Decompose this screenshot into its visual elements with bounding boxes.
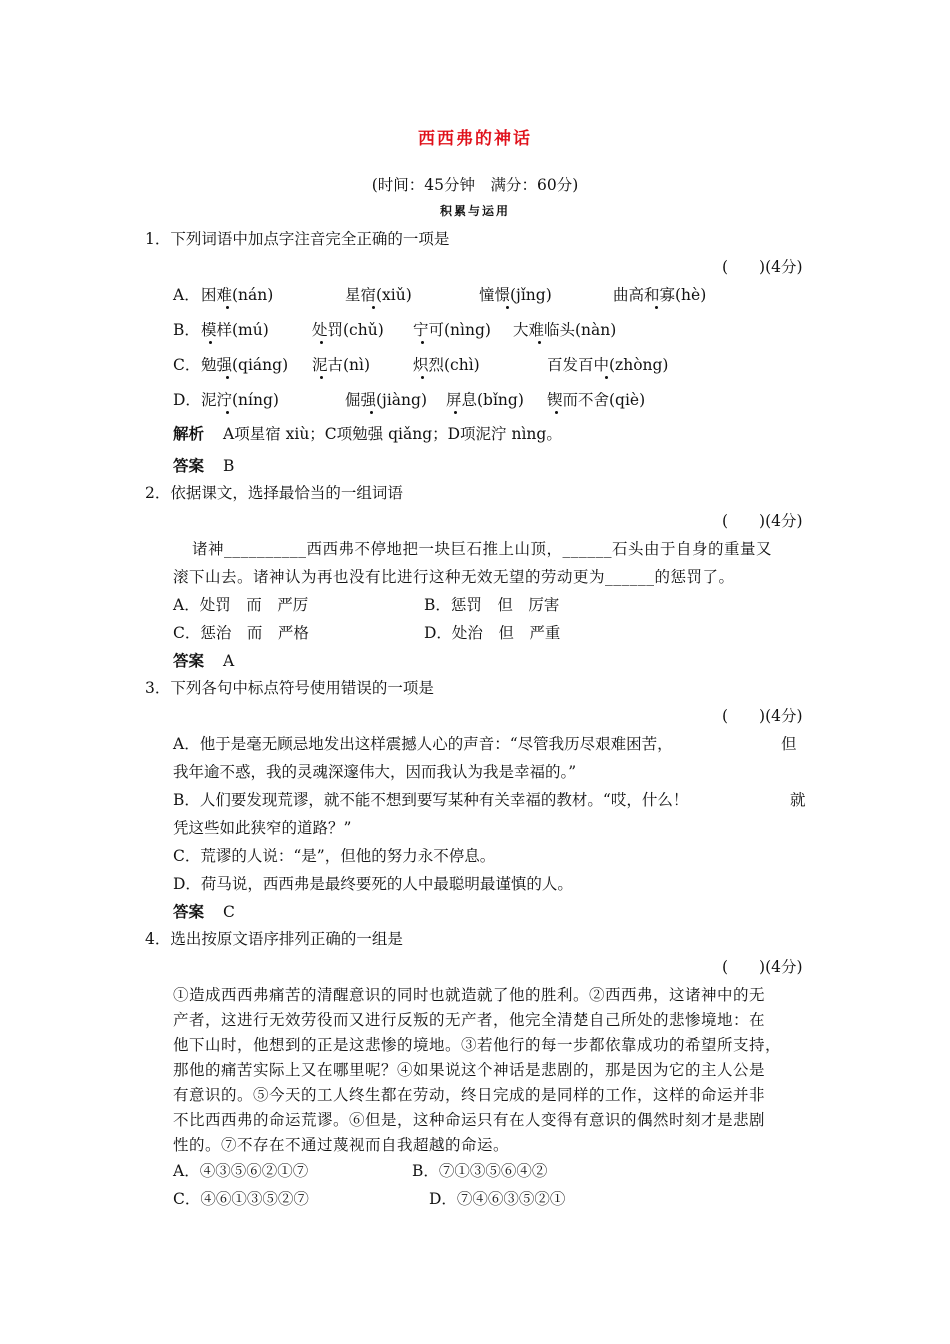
q3-option-b-line2: 凭这些如此狭窄的道路？” — [173, 819, 352, 837]
q1-option-a-label: A． — [173, 286, 200, 304]
q1-option-b-word3: 宁可(nìng) — [413, 321, 491, 339]
q3-option-c: C．荒谬的人说：“是”，但他的努力永不停息。 — [173, 847, 496, 865]
q1-option-b-word2: 处罚(chǔ) — [312, 321, 384, 339]
q4-passage-line: 性的。⑦不存在不通过蔑视而自我超越的命运。 — [173, 1136, 510, 1154]
q4-score: ( )(4分) — [722, 958, 803, 976]
q3-option-b-line1: B．人们要发现荒谬，就不能不想到要写某种有关幸福的教材。“哎，什么！ — [173, 791, 689, 809]
q1-option-c-label: C． — [173, 356, 201, 374]
q4-passage-line: 有意识的。⑤今天的工人终生都在劳动，终日完成的是同样的工作，这样的命运并非 — [173, 1086, 766, 1104]
q2-score: ( )(4分) — [722, 512, 803, 530]
q1-answer: B — [223, 457, 235, 475]
emphasis-dot — [454, 411, 457, 414]
q2-option-c: C．惩治 而 严格 — [173, 624, 309, 642]
emphasis-dot — [421, 376, 424, 379]
q4-option-c: C．④⑥①③⑤②⑦ — [173, 1190, 309, 1208]
q1-option-d-word2: 倔强(jiàng) — [345, 391, 428, 409]
q2-option-b: B．惩罚 但 厉害 — [424, 596, 560, 614]
q3-option-b-line1-end: 就 — [790, 791, 806, 809]
q1-option-a-word4: 曲高和寡(hè) — [613, 286, 707, 304]
section-heading: 积累与运用 — [439, 204, 510, 218]
q1-option-a-word1: 困难(nán) — [201, 286, 274, 304]
q3-stem: 3．下列各句中标点符号使用错误的一项是 — [145, 679, 434, 697]
emphasis-dot — [226, 306, 229, 309]
emphasis-dot — [370, 411, 373, 414]
q1-option-c-word1: 勉强(qiáng) — [201, 356, 289, 374]
q1-option-d-word4: 锲而不舍(qiè) — [547, 391, 646, 409]
q3-option-a-line1-end: 但 — [781, 735, 797, 753]
emphasis-dot — [320, 341, 323, 344]
q1-option-c-word2: 泥古(nì) — [312, 356, 371, 374]
q4-passage-line: 那他的痛苦实际上又在哪里呢？④如果说这个神话是悲剧的，那是因为它的主人公是 — [173, 1061, 766, 1079]
emphasis-dot — [605, 376, 608, 379]
q4-stem: 4．选出按原文语序排列正确的一组是 — [145, 930, 403, 948]
q1-option-b-label: B． — [173, 321, 200, 339]
emphasis-dot — [226, 411, 229, 414]
emphasis-dot — [209, 341, 212, 344]
q2-answer: A — [223, 652, 235, 670]
q1-option-c-word3: 炽烈(chì) — [413, 356, 480, 374]
q4-option-b: B．⑦①③⑤⑥④② — [412, 1162, 548, 1180]
q2-passage-line1: 诸神__________西西弗不停地把一块巨石推上山顶，______石头由于自身的重量又 — [192, 540, 773, 558]
q3-option-d: D．荷马说，西西弗是最终要死的人中最聪明最谨慎的人。 — [173, 875, 573, 893]
q3-option-a-line1: A．他于是毫无顾忌地发出这样震撼人心的声音：“尽管我历尽艰难困苦， — [173, 735, 673, 753]
q1-option-c-word4: 百发百中(zhòng) — [547, 356, 669, 374]
q1-stem: 1．下列词语中加点字注音完全正确的一项是 — [145, 230, 450, 248]
q1-option-b-word4: 大难临头(nàn) — [513, 321, 617, 339]
emphasis-dot — [421, 341, 424, 344]
q4-option-a: A．④③⑤⑥②①⑦ — [173, 1162, 309, 1180]
q4-passage-line: 产者，这进行无效劳役而又进行反叛的无产者，他完全清楚自己所处的悲惨境地：在 — [173, 1011, 766, 1029]
exam-meta: (时间：45分钟 满分：60分) — [371, 176, 579, 194]
q4-passage-line: ①造成西西弗痛苦的清醒意识的同时也就造就了他的胜利。②西西弗，这诸神中的无 — [173, 986, 766, 1004]
q1-option-a-word3: 憧憬(jǐng) — [479, 286, 552, 304]
emphasis-dot — [655, 306, 658, 309]
emphasis-dot — [555, 411, 558, 414]
q1-option-a-word2: 星宿(xiǔ) — [345, 286, 412, 304]
q2-option-d: D．处治 但 严重 — [424, 624, 561, 642]
q1-analysis: A项星宿 xiù；C项勉强 qiǎng；D项泥泞 nìng。 — [223, 425, 562, 443]
q3-score: ( )(4分) — [722, 707, 803, 725]
emphasis-dot — [226, 376, 229, 379]
q4-passage-line: 不比西西弗的命运荒谬。⑥但是，这种命运只有在人变得有意识的偶然时刻才是悲剧 — [173, 1111, 766, 1129]
q3-answer-label: 答案 — [173, 902, 205, 921]
emphasis-dot — [372, 306, 375, 309]
q1-option-b-word1: 模样(mú) — [201, 321, 269, 339]
q1-option-d-word1: 泥泞(níng) — [201, 391, 279, 409]
q4-passage-line: 他下山时，他想到的正是这悲惨的境地。③若他行的每一步都依靠成功的希望所支持， — [173, 1036, 782, 1054]
q1-answer-label: 答案 — [173, 456, 205, 475]
q2-stem: 2．依据课文，选择最恰当的一组词语 — [145, 484, 403, 502]
q1-analysis-label: 解析 — [173, 424, 205, 443]
q1-option-d-word3: 屏息(bǐng) — [446, 391, 524, 409]
q3-option-a-line2: 我年逾不惑，我的灵魂深邃伟大，因而我认为我是幸福的。” — [173, 763, 577, 781]
q1-option-d-label: D． — [173, 391, 201, 409]
q4-option-d: D．⑦④⑥③⑤②① — [429, 1190, 566, 1208]
emphasis-dot — [506, 306, 509, 309]
q2-passage-line2: 滚下山去。诸神认为再也没有比进行这种无效无望的劳动更为______的惩罚了。 — [173, 568, 735, 586]
page-title: 西西弗的神话 — [418, 129, 532, 149]
q2-answer-label: 答案 — [173, 651, 205, 670]
q1-score: ( )(4分) — [722, 258, 803, 276]
q3-answer: C — [223, 903, 235, 921]
q2-option-a: A．处罚 而 严厉 — [173, 596, 309, 614]
emphasis-dot — [538, 341, 541, 344]
emphasis-dot — [320, 376, 323, 379]
